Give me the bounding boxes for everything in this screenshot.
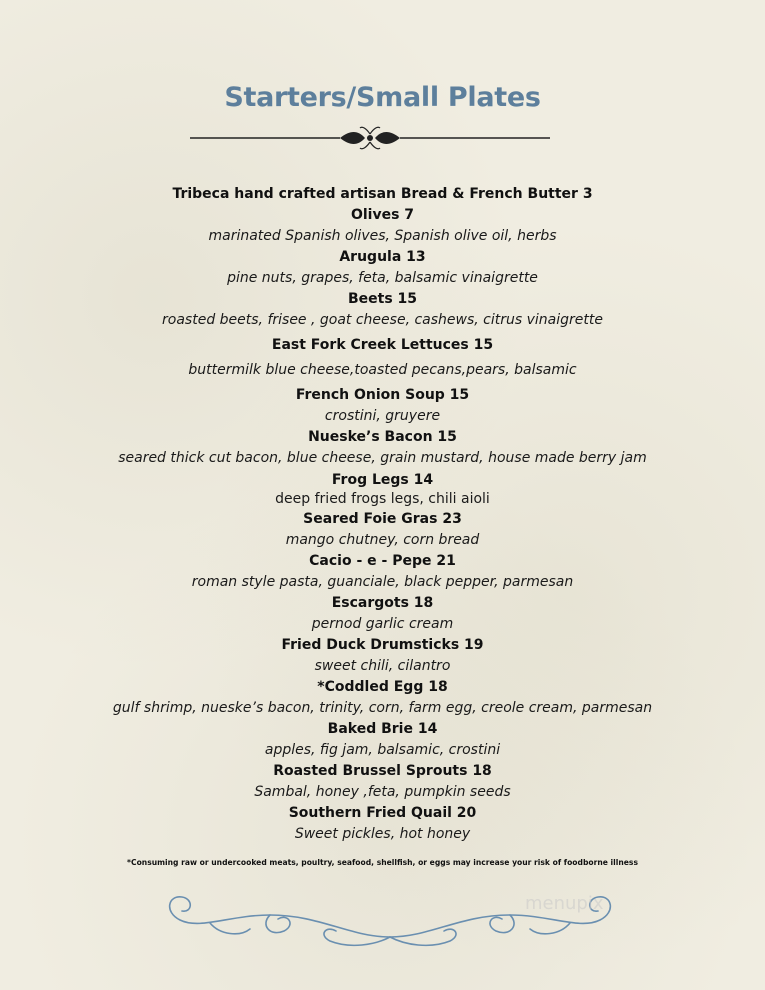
scroll-flourish-icon [150,875,630,955]
menu-item-name: Tribeca hand crafted artisan Bread & French Butter 3 [172,186,593,202]
watermark-text: menupix [525,893,604,914]
menu-item-description: Sweet pickles, hot honey [294,826,471,842]
menu-item-name: Arugula 13 [339,249,426,265]
menu-item-name: Roasted Brussel Sprouts 18 [273,763,492,779]
menu-item-name: Olives 7 [350,207,415,223]
menu-item-name: East Fork Creek Lettuces 15 [271,337,494,353]
menu-item-description: sweet chili, cilantro [314,658,451,674]
menu-item-description: pernod garlic cream [311,616,454,632]
menu-item-description: roasted beets, frisee , goat cheese, cashews, citrus vinaigrette [162,312,603,328]
menu-item-description: marinated Spanish olives, Spanish olive oil, herbs [208,228,557,244]
menu-item-name: French Onion Soup 15 [295,387,470,403]
menu-item-description: crostini, gruyere [324,408,441,424]
menu-item-description: apples, fig jam, balsamic, crostini [264,742,501,758]
menu-item-description: buttermilk blue cheese,toasted pecans,pears, balsamic [188,362,577,378]
menu-list [0,184,765,845]
menu-item-name: Baked Brie 14 [327,721,438,737]
menu-item-name: Cacio - e - Pepe 21 [309,553,456,569]
menu-item-name: Seared Foie Gras 23 [303,511,462,527]
page-title: Starters/Small Plates [224,82,541,113]
menu-item-description: roman style pasta, guanciale, black pepper, parmesan [191,574,574,590]
menu-item-description: seared thick cut bacon, blue cheese, grain mustard, house made berry jam [118,450,647,466]
menu-item-description: gulf shrimp, nueske’s bacon, trinity, corn, farm egg, creole cream, parmesan [112,700,653,716]
menu-item-description: pine nuts, grapes, feta, balsamic vinaigrette [227,270,538,286]
menu-item-name: Escargots 18 [331,595,434,611]
menu-item-name: *Coddled Egg 18 [317,679,448,695]
food-safety-disclaimer: *Consuming raw or undercooked meats, poultry, seafood, shellfish, or eggs may increase your risk of foodborne illness [127,858,638,867]
menu-item-name: Southern Fried Quail 20 [288,805,477,821]
menu-item-name: Nueske’s Bacon 15 [308,429,457,445]
ornament-divider-icon [190,124,550,154]
menu-item-description: mango chutney, corn bread [285,532,480,548]
menu-item-description: deep fried frogs legs, chili aioli [275,491,490,507]
menu-item-name: Beets 15 [347,291,418,307]
menu-item-name: Fried Duck Drumsticks 19 [281,637,484,653]
menu-item-description: Sambal, honey ,feta, pumpkin seeds [254,784,511,800]
menu-item-name: Frog Legs 14 [331,472,434,488]
